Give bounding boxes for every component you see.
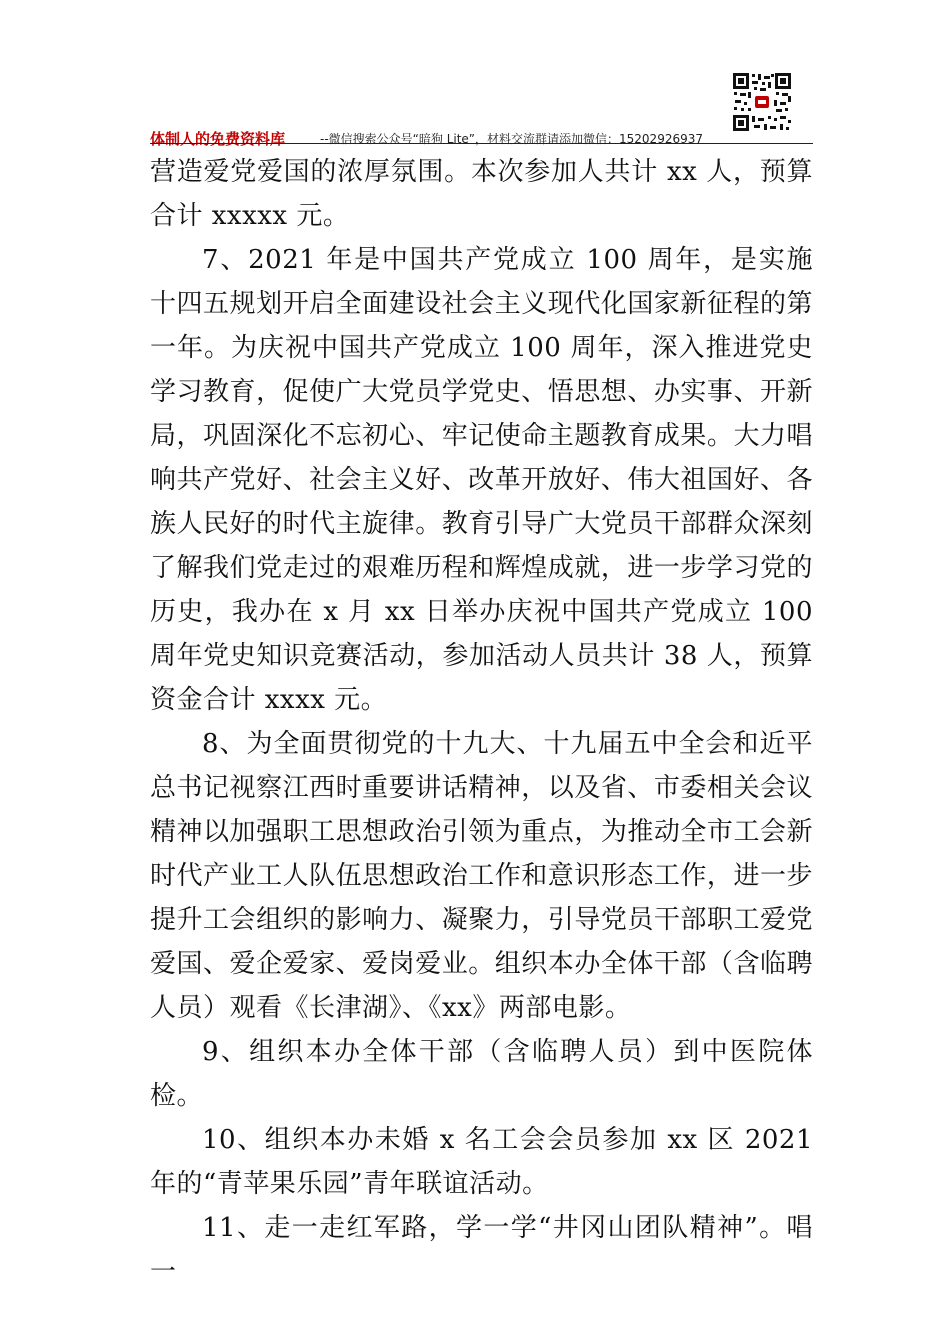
document-body bbox=[150, 150, 813, 1294]
paragraph-item-9: 9、组织本办全体干部（含临聘人员）到中医院体检。 bbox=[150, 1037, 813, 1111]
header-brand: 体制人的免费资料库 bbox=[150, 130, 286, 148]
paragraph-item-11: 11、走一走红军路，学一学“井冈山团队精神”。唱一 bbox=[150, 1213, 813, 1287]
page-header bbox=[150, 68, 813, 148]
header-divider bbox=[150, 143, 813, 144]
qr-code-icon bbox=[732, 72, 792, 132]
paragraph-continuation: 营造爱党爱国的浓厚氛围。本次参加人共计 xx 人，预算合计 xxxxx 元。 bbox=[150, 157, 813, 231]
paragraph-item-8: 8、为全面贯彻党的十九大、十九届五中全会和近平总书记视察江西时重要讲话精神，以及省、市委相关会议精神以加强职工思想政治引领为重点，为推动全市工会新时代产业工人队伍思想政治工作和意识形态工作，进一步提升工会组织的影响力、凝聚力，引导党员干部职工爱党爱国、爱企爱家、爱岗爱业。组织本办全体干部（含临聘人员）观看《长津湖》、《xx》两部电影。 bbox=[150, 729, 813, 1023]
paragraph-item-7: 7、2021 年是中国共产党成立 100 周年，是实施十四五规划开启全面建设社会主义现代化国家新征程的第一年。为庆祝中国共产党成立 100 周年，深入推进党史学习教育，促使广大党员学党史、悟思想、办实事、开新局，巩固深化不忘初心、牢记使命主题教育成果。大力唱响共产党好、社会主义好、改革开放好、伟大祖国好、各族人民好的时代主旋律。教育引导广大党员干部群众深刻了解我们党走过的艰难历程和辉煌成就，进一步学习党的历史，我办在 x 月 xx 日举办庆祝中国共产党成立 100 周年党史知识竞赛活动，参加活动人员共计 38 人，预算资金合计 xxxx 元。 bbox=[150, 245, 813, 715]
header-note: --微信搜索公众号“暗狗 Lite”，材料交流群请添加微信：15202926937 bbox=[320, 132, 703, 146]
paragraph-item-10: 10、组织本办未婚 x 名工会会员参加 xx 区 2021 年的“青苹果乐园”青年联谊活动。 bbox=[150, 1125, 813, 1199]
